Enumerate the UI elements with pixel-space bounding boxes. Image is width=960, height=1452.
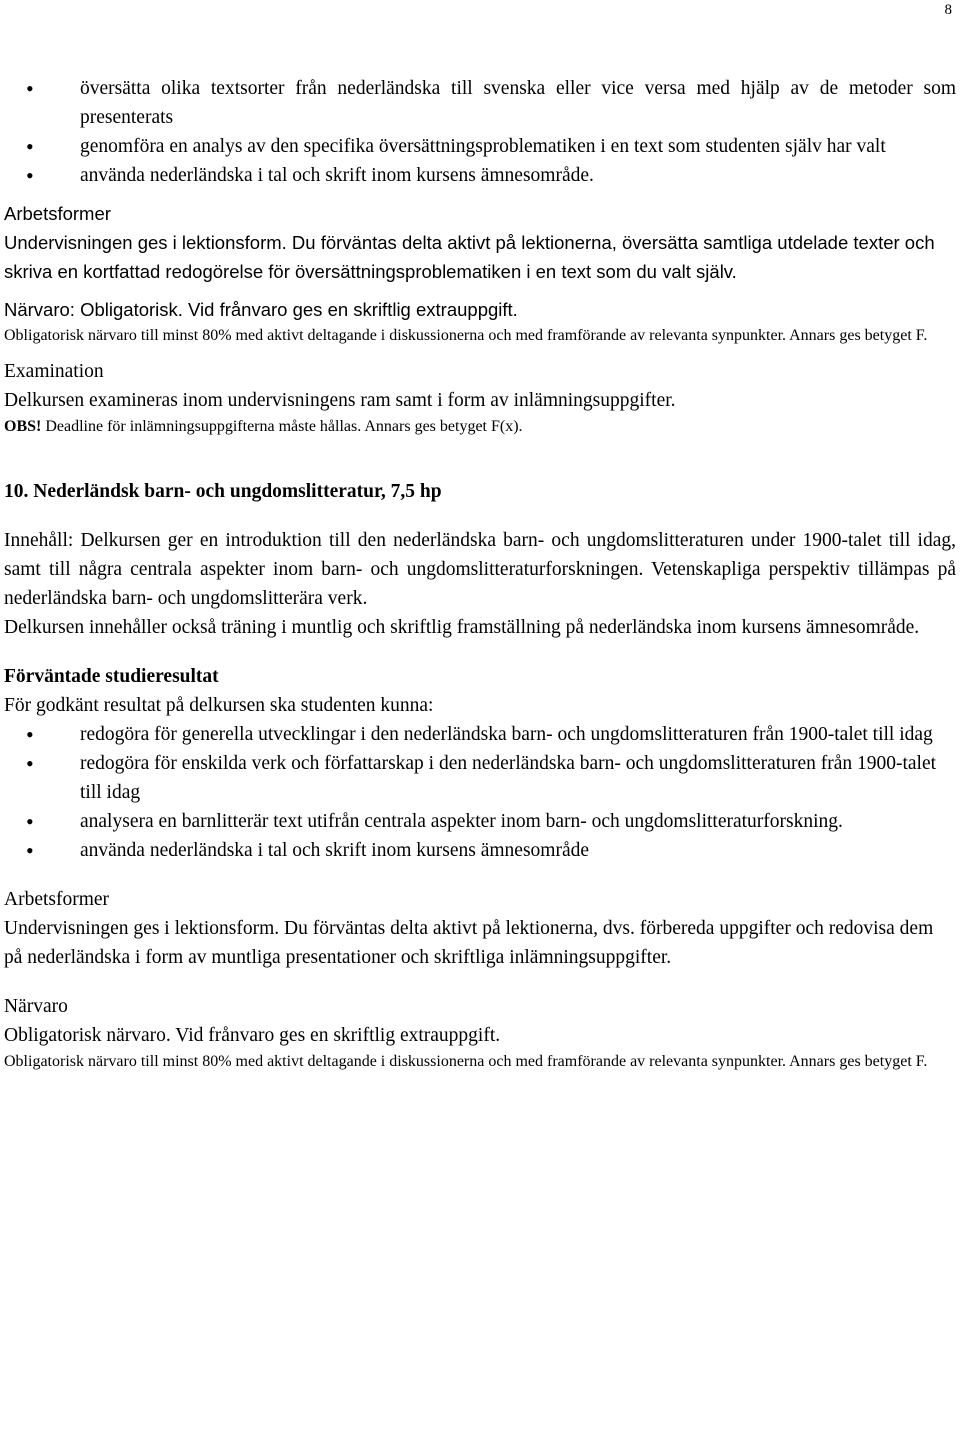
narvaro-detail-2: Obligatorisk närvaro till minst 80% med aktivt deltagande i diskussionerna och med framförande av relevanta synpunkter. Annars ges betyget F. bbox=[4, 1053, 928, 1070]
examination-text: Delkursen examineras inom undervisningens ram samt i form av inlämningsuppgifter. bbox=[4, 390, 676, 411]
arbetsformer-text: Undervisningen ges i lektionsform. Du förväntas delta aktivt på lektionerna, översätta samtliga utdelade texter och skriva en kortfattad redogörelse för översättningsproblematiken i en text som du valt själv. bbox=[4, 232, 935, 282]
list-item: • översätta olika textsorter från nederländska till svenska eller vice versa med hjälp av de metoder som presenterats bbox=[4, 74, 956, 132]
forvantade-bullet-list bbox=[4, 720, 956, 865]
list-item: • använda nederländska i tal och skrift inom kursens ämnesområde bbox=[4, 836, 956, 865]
examination-obs bbox=[4, 415, 956, 439]
obs-text: Deadline för inlämningsuppgifterna måste hållas. Annars ges betyget F(x). bbox=[41, 418, 523, 435]
narvaro-heading-2: Närvaro bbox=[4, 996, 68, 1017]
narvaro-text: Obligatorisk. Vid frånvaro ges en skriftlig extrauppgift. bbox=[74, 299, 518, 320]
section-heading: 10. Nederländsk barn- och ungdomslitteratur, 7,5 hp bbox=[4, 481, 442, 502]
innehall-paragraph bbox=[4, 526, 956, 613]
narvaro-text-2: Obligatorisk närvaro. Vid frånvaro ges en skriftlig extrauppgift. bbox=[4, 1025, 501, 1046]
innehall-paragraph-2: Delkursen innehåller också träning i muntlig och skriftlig framställning på nederländska inom kursens ämnesområde. bbox=[4, 617, 920, 638]
narvaro-line bbox=[4, 295, 956, 324]
innehall-label: Innehåll: bbox=[4, 530, 74, 551]
forvantade-intro: För godkänt resultat på delkursen ska studenten kunna: bbox=[4, 695, 434, 716]
arbetsformer-text-2: Undervisningen ges i lektionsform. Du förväntas delta aktivt på lektionerna, dvs. förbereda uppgifter och redovisa dem på nederländska i form av muntliga presentationer och skriftliga inlämningsuppgifter. bbox=[4, 918, 934, 968]
page-number: 8 bbox=[944, 2, 952, 18]
list-item: • analysera en barnlitterär text utifrån centrala aspekter inom barn- och ungdomslitteraturforskning. bbox=[4, 807, 956, 836]
examination-heading: Examination bbox=[4, 361, 104, 382]
list-item: • använda nederländska i tal och skrift inom kursens ämnesområde. bbox=[4, 161, 956, 190]
arbetsformer-heading: Arbetsformer bbox=[4, 203, 111, 224]
innehall-text: Delkursen ger en introduktion till den nederländska barn- och ungdomslitteraturen under 1900-talet till idag, samt till några centrala aspekter inom barn- och ungdomslitteraturforskningen. Vetenskapliga perspektiv tillämpas på nederländska barn- och ungdomslitterära verk. bbox=[4, 530, 956, 609]
obs-label: OBS! bbox=[4, 418, 42, 435]
list-item: • genomföra en analys av den specifika översättningsproblematiken i en text som studenten själv har valt bbox=[4, 132, 956, 161]
arbetsformer-heading-2: Arbetsformer bbox=[4, 889, 110, 910]
intro-bullet-list bbox=[4, 74, 956, 190]
list-item: • redogöra för generella utvecklingar i den nederländska barn- och ungdomslitteraturen från 1900-talet till idag bbox=[4, 720, 956, 749]
narvaro-label: Närvaro: bbox=[4, 299, 75, 320]
document-body bbox=[4, 74, 956, 1074]
narvaro-detail: Obligatorisk närvaro till minst 80% med aktivt deltagande i diskussionerna och med framförande av relevanta synpunkter. Annars ges betyget F. bbox=[4, 327, 928, 344]
list-item: • redogöra för enskilda verk och författarskap i den nederländska barn- och ungdomslitteraturen från 1900-talet till idag bbox=[4, 749, 956, 807]
forvantade-heading: Förväntade studieresultat bbox=[4, 666, 219, 687]
